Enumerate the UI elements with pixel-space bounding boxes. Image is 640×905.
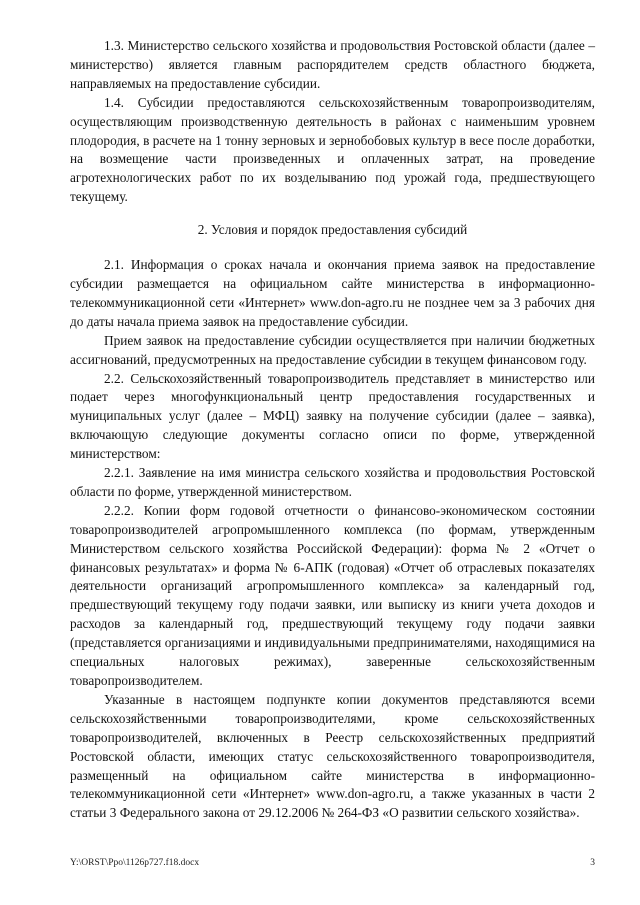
- page-footer: [70, 857, 595, 869]
- paragraph-1-3: 1.3. Министерство сельского хозяйства и продовольствия Ростовской области (далее – министерство) является главным распорядителем средств областного бюджета, направляемых на предоставление субсидии.: [70, 38, 595, 91]
- footer-file-path: Y:\ORST\Ppo\1126p727.f18.docx: [70, 858, 200, 868]
- paragraph-1-4: 1.4. Субсидии предоставляются сельскохозяйственным товаропроизводителям, осуществляющим производственную деятельность в районах с наименьшим уровнем плодородия, в расчете на 1 тонну зерновых и зернобобовых культур в весе после доработки, на возмещение части произведенных и оплаченных затрат, на проведение агротехнологических работ по их возделыванию под урожай года, предшествующего текущему.: [70, 94, 595, 205]
- document-page: [70, 37, 595, 823]
- page-number: 3: [590, 858, 595, 868]
- section-heading: 2. Условия и порядок предоставления субсидий: [197, 222, 468, 238]
- paragraph-2-1: 2.1. Информация о сроках начала и окончания приема заявок на предоставление субсидии размещается на официальном сайте министерства в информационно-телекоммуникационной сети «Интернет» www.don-agro.ru не позднее чем за 3 рабочих дня до даты начала приема заявок на предоставление субсидии.: [70, 257, 595, 329]
- paragraph-2-2-1: 2.2.1. Заявление на имя министра сельского хозяйства и продовольствия Ростовской области по форме, утвержденной министерством.: [70, 465, 595, 499]
- paragraph-2-2: 2.2. Сельскохозяйственный товаропроизводитель представляет в министерство или подает через многофункциональный центр предоставления государственных и муниципальных услуг (далее – МФЦ) заявку на получение субсидии (далее – заявка), включающую следующие документы согласно описи по форме, утвержденной министерством:: [70, 370, 595, 462]
- paragraph-documents-note: Указанные в настоящем подпункте копии документов представляются всеми сельскохозяйственными товаропроизводителями, кроме сельскохозяйственных товаропроизводителей, включенных в Реестр сельскохозяйственных предприятий Ростовской области, имеющих статус сельскохозяйственного товаропроизводителя, размещенный на официальном сайте министерства в информационно-телекоммуникационной сети «Интернет» www.don-agro.ru, а также указанных в части 2 статьи 3 Федерального закона от 29.12.2006 № 264-ФЗ «О развитии сельского хозяйства».: [70, 691, 595, 821]
- paragraph-2-2-2: 2.2.2. Копии форм годовой отчетности о финансово-экономическом состоянии товаропроизводителей агропромышленного комплекса (по формам, утвержденным Министерством сельского хозяйства Российской Федерации): форма № 2 «Отчет о финансовых результатах» и форма № 6-АПК (годовая) «Отчет об отраслевых показателях деятельности организаций агропромышленного комплекса» за календарный год, предшествующий текущему году подачи заявки, или выписку из книги учета доходов и расходов за календарный год, предшествующий текущему году подачи заявки (представляется организациями и индивидуальными предпринимателями, находящимися на специальных налоговых режимах), заверенные сельскохозяйственным товаропроизводителем.: [70, 502, 595, 688]
- paragraph-applications-acceptance: Прием заявок на предоставление субсидии осуществляется при наличии бюджетных ассигнований, предусмотренных на предоставление субсидии в текущем финансовом году.: [70, 332, 595, 367]
